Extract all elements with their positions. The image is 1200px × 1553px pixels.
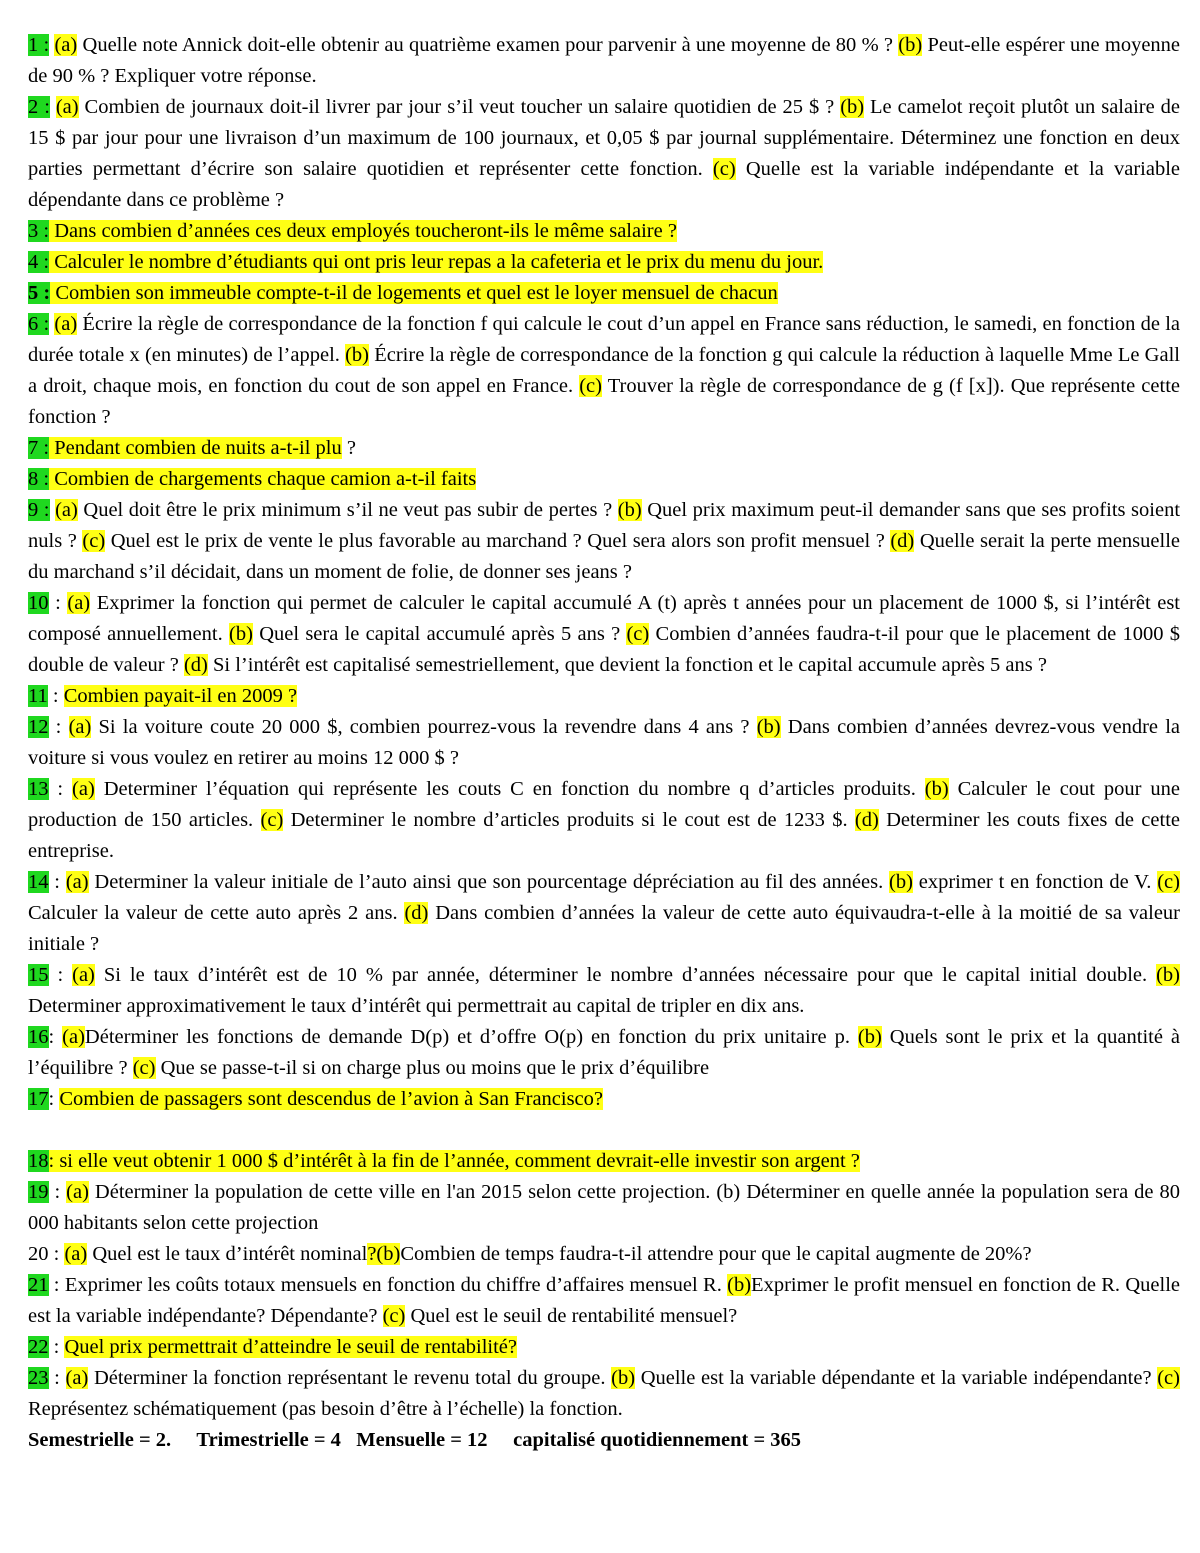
question-text: Exprimer le profit mensuel en fonction de R. Quelle est la variable indépendante? Dépendante? [28,1274,1181,1327]
question-text: Combien de chargements chaque camion a-t-il faits [49,468,477,490]
question-number: 19 [28,1181,49,1203]
question-text: Calculer le cout pour une production de 150 articles. [28,778,1180,831]
part-label-b: (b) [617,499,642,521]
part-label-b: (b) [727,1274,752,1296]
part-label-b: (b) [898,34,923,56]
question-12 [28,712,1180,774]
question-number: 3 : [28,220,50,242]
question-number: 5 : [28,282,51,304]
question-1 [28,30,1180,92]
separator: : [48,1367,66,1389]
part-label-a: (a) [54,34,78,56]
part-label-c: (c) [132,1057,156,1079]
question-number: 22 [28,1336,49,1358]
question-text: Calculer la valeur de cette auto après 2 ans. [28,902,405,924]
question-text: Écrire la règle de correspondance de la fonction f qui calcule le cout d’un appel en France sans réduction, le samedi, en fonction de la durée totale x (en minutes) de l’appel. [28,313,1181,366]
question-text: Si le taux d’intérêt est de 10 % par année, déterminer le nombre d’années nécessaire pour que le capital initial double. [94,964,1157,986]
separator: : [48,1274,65,1296]
part-label-b: (b) [840,96,865,118]
part-label-c: (c) [1157,871,1180,893]
question-19 [28,1177,1180,1239]
question-text: Quelle est la variable dépendante et la variable indépendante? [635,1367,1158,1389]
question-9 [28,495,1180,588]
question-text: Combien son immeuble compte-t-il de logements et quel est le loyer mensuel de chacun [50,282,778,304]
question-text: Determiner le nombre d’articles produits si le cout est de 1233 $. [283,809,855,831]
part-label-d: (d) [183,654,208,676]
question-3 [28,216,1180,247]
part-label-c: (c) [260,809,284,831]
question-6 [28,309,1180,433]
question-text: si elle veut obtenir 1 000 $ d’intérêt à la fin de l’année, comment devrait-elle investir son argent ? [59,1150,860,1172]
question-number: 10 [28,592,49,614]
part-label-a: (a) [67,592,91,614]
separator: : [48,871,66,893]
question-18 [28,1146,1180,1177]
question-text: Déterminer les fonctions de demande D(p) et d’offre O(p) en fonction du prix unitaire p. [84,1026,858,1048]
question-text: Combien d’années faudra-t-il pour que le placement de 1000 $ double de valeur ? [28,623,1180,676]
part-label-a: (a) [55,499,78,521]
question-text: Que se passe-t-il si on charge plus ou moins que le prix d’équilibre [155,1057,710,1079]
part-label-b: ?(b) [367,1243,401,1265]
question-number: 13 [28,778,49,800]
question-number: 1 : [28,34,50,56]
question-23 [28,1363,1180,1425]
question-text: Exprimer la fonction qui permet de calculer le capital accumulé A (t) après t années pour un placement de 1000 $, si l’intérêt est composé annuellement. [28,592,1180,645]
question-text: Pendant combien de nuits a-t-il plu [49,437,342,459]
part-label-b: (b) [345,344,370,366]
question-16 [28,1022,1180,1084]
part-label-c: (c) [382,1305,406,1327]
part-label-a: (a) [64,1243,88,1265]
question-text: Peut-elle espérer une moyenne de 90 % ? Expliquer votre réponse. [28,34,1181,87]
question-text: Combien de journaux doit-il livrer par jour s’il veut toucher un salaire quotidien de 25 $ ? [78,96,841,118]
question-text: Dans combien d’années ces deux employés toucheront-ils le même salaire ? [49,220,677,242]
question-text: Determiner la valeur initiale de l’auto ainsi que son pourcentage dépréciation au fil des années. [88,871,890,893]
question-14 [28,867,1180,960]
question-10 [28,588,1180,681]
question-text: Combien de passagers sont descendus de l’avion à San Francisco? [59,1088,604,1110]
question-number: 7 : [28,437,50,459]
question-text: Quel est le taux d’intérêt nominal [87,1243,368,1265]
question-number: 20 : [28,1243,65,1265]
separator: : [48,778,73,800]
part-label-b: (b) [924,778,949,800]
question-8 [28,464,1180,495]
question-text: Dans combien d’années la valeur de cette auto équivaudra-t-elle à la moitié de sa valeur initiale ? [28,902,1180,955]
question-2 [28,92,1180,216]
question-text: Trouver la règle de correspondance de g (f [x]). Que représente cette fonction ? [28,375,1180,428]
question-15 [28,960,1180,1022]
part-label-a: (a) [72,964,95,986]
question-5 [28,278,1180,309]
question-text: Determiner les couts fixes de cette entreprise. [28,809,1180,862]
question-number: 12 [28,716,49,738]
part-label-a: (a) [65,1367,89,1389]
question-number: 18 [28,1150,49,1172]
question-20 [28,1239,1180,1270]
part-label-c: (c) [579,375,602,397]
part-label-d: (d) [404,902,429,924]
question-4 [28,247,1180,278]
part-label-a: (a) [68,716,92,738]
question-number: 21 [28,1274,49,1296]
question-21 [28,1270,1180,1332]
part-label-a: (a) [72,778,95,800]
question-number: 23 [28,1367,49,1389]
question-text: Quel est le prix de vente le plus favorable au marchand ? Quel sera alors son profit mensuel ? [105,530,891,552]
question-text: exprimer t en fonction de V. [912,871,1158,893]
part-label-b: (b) [756,716,781,738]
question-number: 6 : [28,313,50,335]
question-text: Quel prix maximum peut-il demander sans que ses profits soient nuls ? [28,499,1181,552]
question-text: Dans combien d’années devrez-vous vendre la voiture si vous voulez en retirer au moins 12 000 $ ? [28,716,1180,769]
part-label-b: (b) [611,1367,636,1389]
question-number: 16 [28,1026,49,1048]
question-number: 8 : [28,468,50,490]
part-label-a: (a) [55,96,79,118]
part-label-c: (c) [626,623,650,645]
part-label-a: (a) [66,1181,89,1203]
question-text: Exprimer les coûts totaux mensuels en fonction du chiffre d’affaires mensuel R. [64,1274,728,1296]
question-number: 2 : [28,96,50,118]
question-text: Determiner approximativement le taux d’intérêt qui permettrait au capital de tripler en dix ans. [28,995,805,1017]
part-label-b: (b) [229,623,253,645]
question-text: ? [341,437,356,459]
question-text: Combien de temps faudra-t-il attendre pour que le capital augmente de 20%? [400,1243,1032,1265]
question-11 [28,681,1180,712]
part-label-c: (c) [712,158,736,180]
separator: : [48,1336,65,1358]
part-label-c: (c) [82,530,106,552]
question-number: 9 : [28,499,50,521]
question-text: Le camelot reçoit plutôt un salaire de 15 $ par jour pour une livraison d’un maximum de 100 journaux, et 0,05 $ par journal supplémentaire. Déterminez une fonction en deux parties permettant d’écrire son salaire quotidien et représenter cette fonction. [28,96,1181,180]
question-text: Calculer le nombre d’étudiants qui ont pris leur repas a la cafeteria et le prix du menu du jour. [49,251,824,273]
question-13 [28,774,1180,867]
question-number: 4 : [28,251,50,273]
question-number: 17 [28,1088,49,1110]
compounding-legend: Semestrielle = 2. Trimestrielle = 4 Mensuelle = 12 capitalisé quotidiennement = 365 [28,1429,802,1451]
question-number: 11 [28,685,48,707]
question-text: Combien payait-il en 2009 ? [63,685,298,707]
separator: : [48,1088,60,1110]
question-text: Déterminer la population de cette ville en l'an 2015 selon cette projection. (b) Déterminer en quelle année la population sera de 80 000 habitants selon cette projection [28,1181,1180,1234]
question-number: 15 [28,964,49,986]
part-label-d: (d) [854,809,879,831]
question-22 [28,1332,1180,1363]
question-text: Quel sera le capital accumulé après 5 ans ? [252,623,627,645]
part-label-b: (b) [1156,964,1180,986]
question-text: Écrire la règle de correspondance de la fonction g qui calcule la réduction à laquelle Mme Le Gall a droit, chaque mois, en fonction du cout de son appel en France. [28,344,1180,397]
question-number: 14 [28,871,49,893]
part-label-a: (a) [62,1026,85,1048]
blank-line [28,1115,1180,1146]
question-17 [28,1084,1180,1115]
separator: : [48,592,68,614]
separator: : [48,1150,60,1172]
part-label-c: (c) [1157,1367,1180,1389]
question-text: Quelle serait la perte mensuelle du marchand s’il décidait, dans un moment de folie, de donner ses jeans ? [28,530,1180,583]
part-label-a: (a) [54,313,78,335]
separator: : [48,1026,63,1048]
part-label-a: (a) [65,871,89,893]
part-label-d: (d) [890,530,915,552]
separator: : [47,685,64,707]
question-text: Déterminer la fonction représentant le revenu total du groupe. [88,1367,612,1389]
question-text: Quel doit être le prix minimum s’il ne veut pas subir de pertes ? [77,499,618,521]
question-text: Quel prix permettrait d’atteindre le seuil de rentabilité? [64,1336,517,1358]
question-text: Determiner l’équation qui représente les couts C en fonction du nombre q d’articles produits. [94,778,925,800]
part-label-b: (b) [889,871,913,893]
question-text: Représentez schématiquement (pas besoin d’être à l’échelle) la fonction. [28,1398,623,1420]
question-text: Si l’intérêt est capitalisé semestriellement, que devient la fonction et le capital accumule après 5 ans ? [207,654,1047,676]
part-label-b: (b) [857,1026,882,1048]
separator: : [48,964,73,986]
question-text: Quelle note Annick doit-elle obtenir au quatrième examen pour parvenir à une moyenne de 80 % ? [77,34,899,56]
question-text: Quel est le seuil de rentabilité mensuel? [405,1305,738,1327]
question-7 [28,433,1180,464]
question-text: Quels sont le prix et la quantité à l’équilibre ? [28,1026,1180,1079]
separator: : [48,716,69,738]
question-text: Quelle est la variable indépendante et la variable dépendante dans ce problème ? [28,158,1180,211]
separator: : [48,1181,67,1203]
question-text: Si la voiture coute 20 000 $, combien pourrez-vous la revendre dans 4 ans ? [91,716,757,738]
